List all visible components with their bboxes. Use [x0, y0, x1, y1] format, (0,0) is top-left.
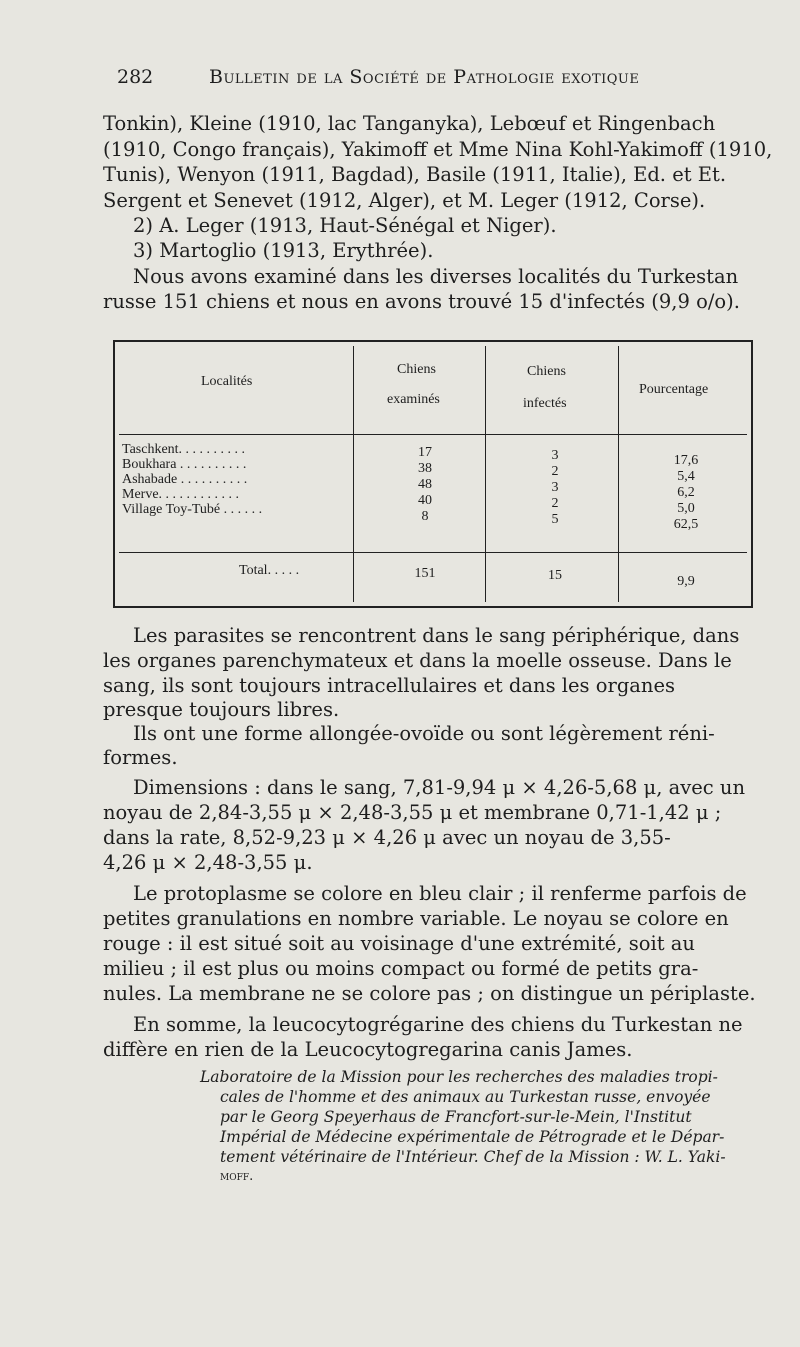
row-examines: 38	[418, 461, 432, 476]
header-chiens-infectes: Chiens	[527, 364, 566, 379]
total-infectes: 15	[548, 568, 562, 583]
header-pourcentage: Pourcentage	[639, 382, 709, 397]
row-pourcentage: 5,4	[677, 469, 695, 484]
row-examines: 8	[421, 509, 429, 524]
text-line: petites granulations en nombre variable. Le noyau se colore en	[103, 907, 729, 930]
text-line: dans la rate, 8,52-9,23 μ × 4,26 μ avec un noyau de 3,55-	[103, 826, 671, 849]
text-line: noyau de 2,84-3,55 μ × 2,48-3,55 μ et membrane 0,71-1,42 μ ;	[103, 801, 722, 824]
header-infectes: infectés	[523, 396, 567, 411]
running-title: Bulletin de la Société de Pathologie exotique	[209, 66, 640, 88]
header-localites: Localités	[201, 374, 253, 389]
text-line: russe 151 chiens et nous en avons trouvé 15 d'infectés (9,9 o/o).	[103, 290, 740, 313]
page-header	[117, 66, 757, 96]
text-line: sang, ils sont toujours intracellulaires et dans les organes	[103, 674, 676, 697]
text-line: nules. La membrane ne se colore pas ; on distingue un périplaste.	[103, 982, 756, 1005]
row-infectes: 3	[551, 480, 559, 495]
text-line: Ils ont une forme allongée-ovoïde ou sont légèrement réni-	[133, 722, 715, 745]
header-chiens-examines: Chiens	[397, 362, 436, 377]
text-line: rouge : il est situé soit au voisinage d'une extrémité, soit au	[103, 932, 695, 955]
footnote-line: tement vétérinaire de l'Intérieur. Chef de la Mission : W. L. Yaki-	[220, 1148, 726, 1166]
total-pourcentage: 9,9	[677, 574, 695, 589]
text-line: Tunis), Wenyon (1911, Bagdad), Basile (1911, Italie), Ed. et Et.	[103, 163, 727, 186]
row-localite: Taschkent. . . . . . . . . .	[122, 442, 246, 457]
row-localite: Boukhara . . . . . . . . . .	[122, 457, 247, 472]
row-examines: 40	[418, 493, 432, 508]
text-line: formes.	[103, 746, 178, 769]
text-line: Sergent et Senevet (1912, Alger), et M. Leger (1912, Corse).	[103, 189, 706, 212]
total-label: Total. . . . .	[239, 563, 300, 578]
row-infectes: 2	[551, 464, 559, 479]
row-localite: Ashabade . . . . . . . . . .	[122, 472, 248, 487]
text-line: Le protoplasme se colore en bleu clair ; il renferme parfois de	[133, 882, 747, 905]
footnote-line: cales de l'homme et des animaux au Turkestan russe, envoyée	[220, 1088, 711, 1106]
list-item-2: 2) A. Leger (1913, Haut-Sénégal et Niger).	[133, 214, 557, 237]
text-line: milieu ; il est plus ou moins compact ou formé de petits gra-	[103, 957, 699, 980]
text-line: Nous avons examiné dans les diverses localités du Turkestan	[133, 265, 739, 288]
text-line: Dimensions : dans le sang, 7,81-9,94 μ × 4,26-5,68 μ, avec un	[133, 776, 746, 799]
text-line: (1910, Congo français), Yakimoff et Mme Nina Kohl-Yakimoff (1910,	[103, 138, 773, 161]
row-infectes: 2	[551, 496, 559, 511]
text-line: diffère en rien de la Leucocytogregarina canis James.	[103, 1038, 633, 1061]
text-line: les organes parenchymateux et dans la moelle osseuse. Dans le	[103, 649, 732, 672]
text-line: Tonkin), Kleine (1910, lac Tanganyka), Lebœuf et Ringenbach	[103, 112, 716, 135]
total-examines: 151	[414, 566, 436, 581]
row-pourcentage: 6,2	[677, 485, 695, 500]
footnote-line: moff.	[220, 1169, 254, 1184]
list-item-3: 3) Martoglio (1913, Erythrée).	[133, 239, 434, 262]
footnote-line: Laboratoire de la Mission pour les recherches des maladies tropi-	[200, 1068, 718, 1086]
row-pourcentage: 62,5	[673, 517, 699, 532]
text-line: presque toujours libres.	[103, 698, 340, 721]
row-infectes: 3	[551, 448, 559, 463]
footnote-line: Impérial de Médecine expérimentale de Pétrograde et le Dépar-	[220, 1128, 725, 1146]
footnote-line: par le Georg Speyerhaus de Francfort-sur-le-Mein, l'Institut	[220, 1108, 692, 1126]
row-localite: Merve. . . . . . . . . . . .	[122, 487, 240, 502]
row-examines: 48	[418, 477, 432, 492]
row-infectes: 5	[551, 512, 559, 527]
text-line: 4,26 μ × 2,48-3,55 μ.	[103, 851, 313, 874]
row-examines: 17	[418, 445, 432, 460]
row-pourcentage: 17,6	[673, 453, 699, 468]
row-localite: Village Toy-Tubé . . . . . .	[122, 502, 263, 517]
header-examines: examinés	[387, 392, 440, 407]
text-line: En somme, la leucocytogrégarine des chiens du Turkestan ne	[133, 1013, 743, 1036]
page-number: 282	[117, 66, 154, 88]
text-line: Les parasites se rencontrent dans le sang périphérique, dans	[133, 624, 740, 647]
data-table	[113, 340, 753, 608]
row-pourcentage: 5,0	[677, 501, 695, 516]
